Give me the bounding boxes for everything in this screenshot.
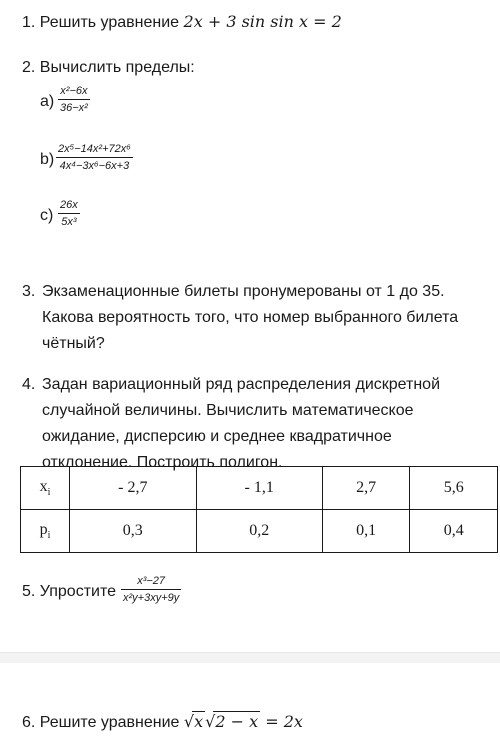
text-line: Задан вариационный ряд распределения дискретной [42,376,441,393]
text-line: случайной величины. Вычислить математическое [42,402,414,419]
fraction-numerator: 2x⁵−14x²+72x⁶ [58,143,131,155]
question-4 [42,372,440,476]
sqrt-sign: √ [205,712,216,731]
fraction-denominator: 4x⁴−3x⁶−6x+3 [59,160,130,172]
fraction-numerator: x²−6x [60,85,88,97]
fraction-numerator: x³−27 [137,575,166,587]
table-cell: - 2,7 [70,467,196,510]
fraction-denominator: 36−x² [60,102,88,114]
table-cell: 2,7 [322,467,410,510]
fraction-numerator: 26x [60,199,78,211]
question-number: 2. [22,59,36,76]
equation: 2x + 3 sin sin x = 2 [183,12,342,31]
text-line: чётный? [42,335,105,352]
table-cell: 0,1 [322,510,410,553]
fraction-bar [121,589,181,590]
simplify-fraction [121,574,181,605]
table-row [21,510,498,553]
radicand: x [194,712,204,731]
fraction-bar [58,213,80,214]
fraction-bar [58,99,90,100]
table-cell: 0,2 [196,510,322,553]
sqrt-sign: √ [183,712,195,731]
distribution-table [20,466,498,553]
table-cell: 0,4 [410,510,498,553]
question-text: Вычислить пределы: [39,59,195,76]
question-number: 3. [22,283,36,300]
table-cell: 5,6 [410,467,498,510]
text-line: Какова вероятность того, что номер выбранного билета [42,309,459,326]
table-cell: - 1,1 [196,467,322,510]
row-header-x: $x_i$ [21,467,70,510]
text-line: Экзаменационные билеты пронумерованы от 1 до 35. [42,283,445,300]
limit-label-c: c) [40,207,54,224]
limit-fraction-b [56,142,133,173]
question-text: Решить уравнение [39,14,180,31]
question-6 [22,711,303,733]
table-cell: 0,3 [70,510,196,553]
limit-label-a: a) [40,93,55,110]
question-number: 4. [22,376,36,393]
fraction-bar [56,157,133,158]
equation [184,712,303,731]
table-row [21,467,498,510]
question-text: 6. Решите уравнение [22,714,180,731]
question-number: 1. [22,14,36,31]
fraction-denominator: 5x³ [61,216,77,228]
limit-label-b: b) [40,151,55,168]
text-line: ожидание, дисперсию и среднее квадратичное [42,428,392,445]
question-2 [22,58,195,78]
question-5-text: 5. Упростите [22,583,117,600]
question-3 [42,279,458,357]
question-1 [22,12,342,33]
row-header-p: $p_i$ [21,510,70,553]
radicand: 2 − x [215,712,259,731]
limit-fraction-c [58,198,80,229]
text-line: отклонение. Построить полигон. [42,454,283,471]
equation-rhs: = 2x [265,712,303,731]
limit-fraction-a [58,84,90,115]
fraction-denominator: x²y+3xy+9y [123,592,180,604]
document-page [0,663,500,756]
